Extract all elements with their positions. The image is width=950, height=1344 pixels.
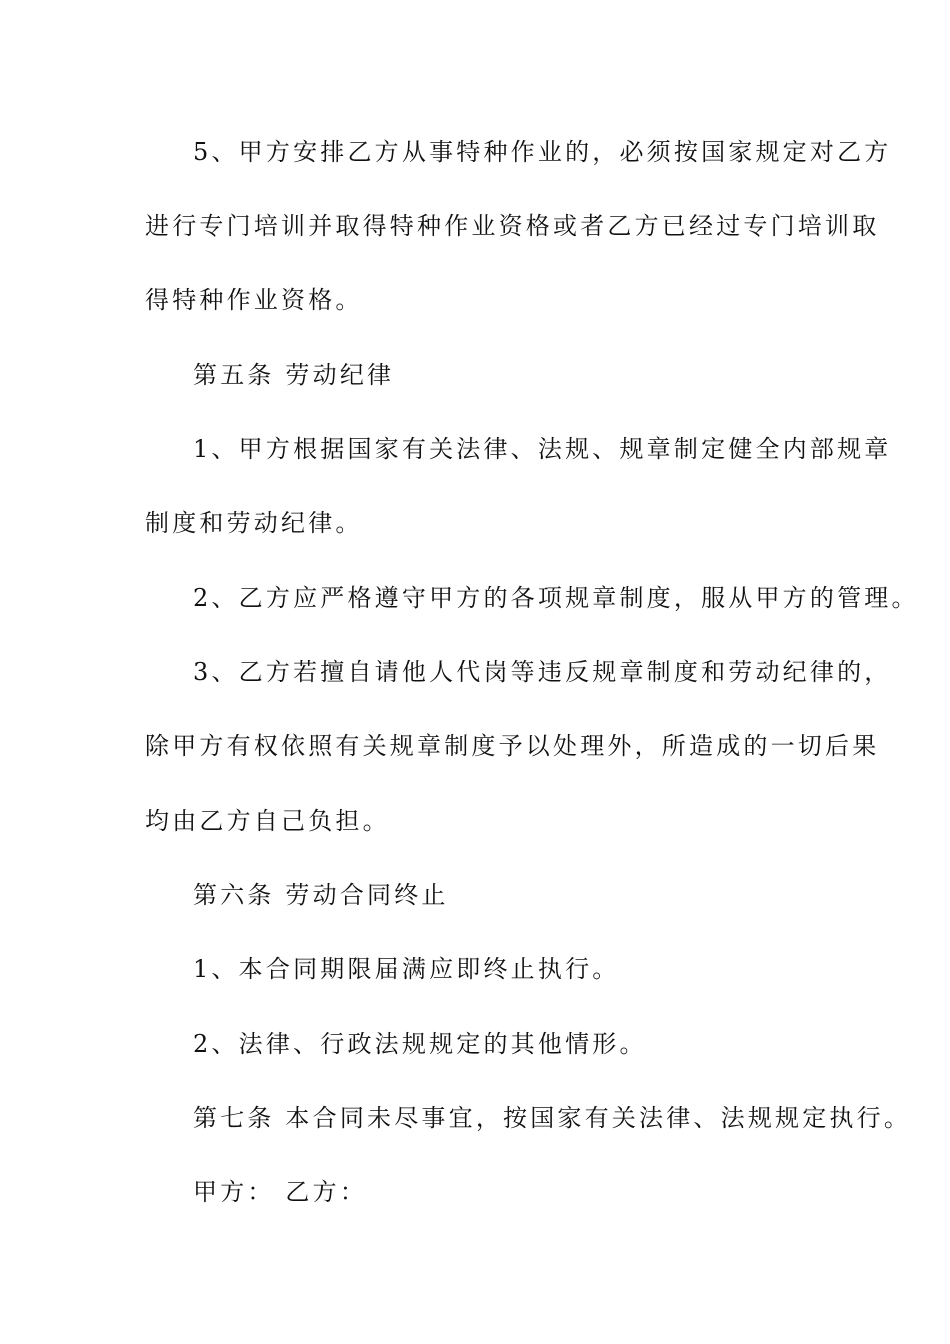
article-6-item-2: 2、法律、行政法规规定的其他情形。 <box>193 1030 647 1058</box>
article-5-item-3-line-3: 均由乙方自己负担。 <box>145 807 390 835</box>
article-5-item-3-line-1: 3、乙方若擅自请他人代岗等违反规章制度和劳动纪律的， <box>193 658 892 686</box>
clause-4-item-5-line-2: 进行专门培训并取得特种作业资格或者乙方已经过专门培训取 <box>145 212 880 240</box>
article-6-item-1: 1、本合同期限届满应即终止执行。 <box>193 955 620 983</box>
clause-4-item-5-line-1: 5、甲方安排乙方从事特种作业的，必须按国家规定对乙方 <box>193 138 892 166</box>
article-6-heading: 第六条 劳动合同终止 <box>193 881 449 909</box>
article-5-item-1-line-2: 制度和劳动纪律。 <box>145 509 363 537</box>
article-5-item-2: 2、乙方应严格遵守甲方的各项规章制度，服从甲方的管理。 <box>193 584 919 612</box>
signature-line: 甲方： 乙方： <box>193 1178 368 1206</box>
article-7: 第七条 本合同未尽事宜，按国家有关法律、法规规定执行。 <box>193 1104 912 1132</box>
article-5-heading: 第五条 劳动纪律 <box>193 361 395 389</box>
article-5-item-3-line-2: 除甲方有权依照有关规章制度予以处理外，所造成的一切后果 <box>145 732 880 760</box>
article-5-item-1-line-1: 1、甲方根据国家有关法律、法规、规章制定健全内部规章 <box>193 435 892 463</box>
clause-4-item-5-line-3: 得特种作业资格。 <box>145 286 363 314</box>
